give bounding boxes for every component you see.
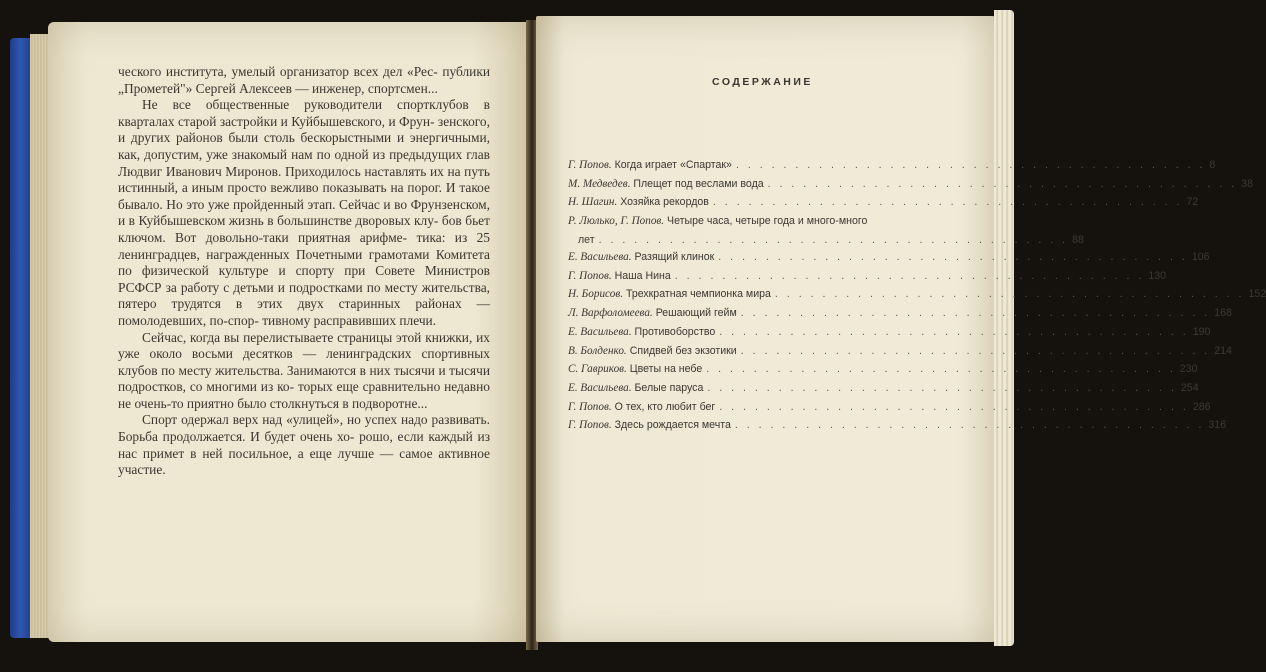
toc-page-number: 214	[1214, 344, 1232, 357]
toc-page-number: 106	[1191, 251, 1210, 264]
toc-title-continued: лет	[578, 233, 595, 246]
toc-entry	[568, 360, 1198, 379]
text-line: тивному расправивших плечи.	[262, 312, 437, 328]
toc-entry	[568, 285, 1266, 304]
toc-author: Е. Васильева.	[568, 381, 632, 394]
toc-entry	[568, 267, 1166, 286]
toc-title-text: Противоборство	[634, 325, 716, 338]
text-line: Не все общественные руководители спортклубов в	[142, 97, 490, 113]
toc-page-number: 168	[1214, 307, 1232, 320]
text-line: торых еще сравнительно недавно не очень-то приятно	[118, 379, 490, 411]
toc-author: Е. Васильева.	[568, 325, 632, 338]
toc-entry-text	[568, 156, 732, 175]
body-paragraph	[118, 330, 490, 413]
toc-entry-text	[568, 285, 771, 304]
toc-title-text: Спидвей без экзотики	[629, 344, 737, 357]
toc-entry	[568, 248, 1210, 267]
text-line: в них тысячи и тысячи подростков, со многими из ко-	[118, 362, 490, 395]
text-line: зенского, и других районов были столь бескорыстными	[118, 113, 490, 146]
toc-author: Р. Люлько, Г. Попов.	[568, 215, 665, 228]
toc-author: Г. Попов.	[568, 269, 612, 282]
toc-entry-text	[568, 416, 731, 435]
body-paragraph	[118, 412, 490, 478]
text-line: а еще лучше — самое активное участие.	[118, 445, 490, 478]
text-line: спортивных клубов по месту жительства. Занимаются	[118, 346, 490, 378]
toc-title-text: Плещет под веслами вода	[633, 177, 764, 190]
toc-author: Е. Васильева.	[568, 251, 632, 264]
text-line: Приходилось наставлять их на путь истинный, а иным	[118, 163, 491, 196]
text-line: Сейчас, когда вы перелистываете страницы этой	[142, 329, 422, 345]
text-line: просто вежливо показывать на порог. И такое бывало.	[118, 180, 490, 212]
text-line: и в Куйбышевском жизнь в большинстве дворовых клу-	[118, 213, 439, 229]
toc-title-text: Четыре часа, четыре года и много-много	[667, 215, 868, 228]
text-line: ческого института, умелый организатор всех дел «Рес-	[118, 64, 438, 79]
toc-title-text: Цветы на небе	[629, 363, 703, 376]
text-line: книжки, их уже около восьми десятков — ленинградских	[118, 329, 490, 362]
text-line: Спорт одержал верх над «улицей», но успех надо	[142, 412, 428, 428]
text-line: Но это уже пройденный этап. Сейчас и во Фрунзенском,	[166, 196, 490, 212]
toc-title-text: Трехкратная чемпионка мира	[625, 288, 771, 301]
toc-page-number: 190	[1192, 325, 1211, 338]
toc-leader-dots: . . . . . . . . . . . . . . . . . . . . . . . . . . . . . . . . . . . . . . . .	[674, 269, 1145, 282]
text-line: грамотами Комитета по физической культуре и спорту	[118, 246, 490, 279]
left-page-body-text	[118, 64, 490, 479]
toc-leader-dots: . . . . . . . . . . . . . . . . . . . . . . . . . . . . . . . . . . . . . . . .	[598, 233, 1069, 246]
toc-entry-text	[568, 379, 703, 398]
toc-entry	[568, 304, 1232, 323]
toc-entry-text	[568, 398, 715, 417]
toc-entry-text	[568, 323, 715, 342]
text-line: этих двух старинных районах — помолодевших, по-спор-	[118, 296, 490, 328]
body-paragraph	[118, 64, 490, 97]
toc-leader-dots: . . . . . . . . . . . . . . . . . . . . . . . . . . . . . . . . . . . . . . . .	[719, 400, 1189, 413]
toc-author: Г. Попов.	[568, 159, 612, 171]
toc-entry	[568, 156, 1216, 175]
text-line: и энергичными, как, допустим, уже знакомый нам по	[118, 130, 490, 162]
toc-author: Л. Варфоломеева.	[568, 307, 653, 320]
toc-title-text: Когда играет «Спартак»	[614, 159, 732, 171]
toc-author: М. Медведев.	[568, 177, 631, 190]
toc-leader-dots: . . . . . . . . . . . . . . . . . . . . . . . . . . . . . . . . . . . . . . . .	[767, 177, 1238, 190]
toc-title-text: Наша Нина	[614, 269, 671, 282]
toc-entry-text	[568, 193, 709, 212]
table-of-contents	[568, 156, 1266, 435]
toc-title-text: Разящий клинок	[634, 251, 715, 264]
toc-entry	[568, 323, 1211, 342]
toc-leader-dots: . . . . . . . . . . . . . . . . . . . . . . . . . . . . . . . . . . . . . . . .	[740, 344, 1211, 357]
toc-page-number: 254	[1180, 381, 1199, 394]
toc-author: С. Гавриков.	[568, 363, 627, 376]
toc-entry-text	[568, 248, 714, 267]
text-line: кварталах старой застройки и Куйбышевского, и Фрун-	[118, 113, 435, 129]
text-line: при Совете Министров РСФСР за работу с детьми и	[118, 263, 490, 295]
toc-leader-dots: . . . . . . . . . . . . . . . . . . . . . . . . . . . . . . . . . . . . . . . .	[740, 307, 1211, 320]
text-line: рошо, если каждый из нас примет в ней посильное,	[118, 429, 490, 461]
text-line: бов бьет ключом. Вот довольно-таки приятная арифме-	[118, 213, 490, 245]
toc-title-text: О тех, кто любит бег	[614, 400, 716, 413]
toc-entry	[568, 398, 1211, 417]
toc-page-number: 316	[1208, 419, 1227, 432]
toc-entry-text	[568, 304, 737, 323]
toc-leader-dots: . . . . . . . . . . . . . . . . . . . . . . . . . . . . . . . . . . . . . . . .	[707, 381, 1177, 394]
toc-page-number: 88	[1072, 233, 1084, 246]
toc-entry	[568, 175, 1253, 194]
toc-leader-dots: . . . . . . . . . . . . . . . . . . . . . . . . . . . . . . . . . . . . . . . .	[734, 419, 1205, 432]
text-line: спортсмен...	[367, 80, 438, 96]
text-line: тика: из 25 ленинградцев, награжденных Почетными	[118, 229, 490, 262]
toc-title-text: Белые паруса	[634, 381, 704, 394]
text-line: одной из предыдущих глав Людвиг Иванович Миронов.	[118, 146, 490, 179]
toc-page-number: 130	[1148, 269, 1166, 282]
toc-page-number: 38	[1241, 177, 1253, 190]
toc-page-number: 286	[1192, 400, 1211, 413]
toc-entry	[568, 342, 1232, 361]
toc-page-number: 72	[1186, 196, 1199, 209]
toc-leader-dots: . . . . . . . . . . . . . . . . . . . . . . . . . . . . . . . . . . . . . . . .	[719, 325, 1189, 338]
toc-author: Н. Шагин.	[568, 196, 618, 209]
text-line: развивать. Борьба продолжается. И будет очень хо-	[118, 412, 490, 445]
body-paragraph	[118, 97, 490, 329]
toc-author: Н. Борисов.	[568, 288, 623, 301]
text-line: публики „Прометей"» Сергей Алексеев — инженер,	[118, 64, 490, 96]
toc-entry	[568, 193, 1199, 212]
toc-author: Г. Попов.	[568, 419, 612, 432]
toc-title-text: Решающий гейм	[655, 307, 737, 320]
toc-entry-text	[568, 175, 764, 194]
toc-entry	[568, 379, 1199, 398]
toc-leader-dots: . . . . . . . . . . . . . . . . . . . . . . . . . . . . . . . . . . . . . . . .	[735, 159, 1206, 171]
toc-page-number: 230	[1179, 363, 1198, 376]
toc-title-text: Здесь рождается мечта	[614, 419, 731, 432]
toc-leader-dots: . . . . . . . . . . . . . . . . . . . . . . . . . . . . . . . . . . . . . . . .	[706, 363, 1176, 376]
toc-leader-dots: . . . . . . . . . . . . . . . . . . . . . . . . . . . . . . . . . . . . . . . .	[774, 288, 1245, 301]
toc-leader-dots: . . . . . . . . . . . . . . . . . . . . . . . . . . . . . . . . . . . . . . . .	[712, 196, 1183, 209]
toc-page-number: 8	[1209, 159, 1216, 171]
toc-title: СОДЕРЖАНИЕ	[712, 76, 813, 88]
toc-entry-text	[568, 360, 702, 379]
toc-entry	[568, 416, 1227, 435]
toc-entry-text	[568, 267, 671, 286]
toc-entry	[568, 212, 1084, 248]
toc-entry-text	[568, 342, 737, 361]
toc-author: В. Болденко.	[568, 344, 627, 357]
toc-title-text: Хозяйка рекордов	[620, 196, 709, 209]
toc-author: Г. Попов.	[568, 400, 612, 413]
text-line: подростками по месту жительства, пятеро трудятся в	[118, 279, 491, 312]
toc-page-number: 152	[1248, 288, 1266, 301]
text-line: было столкнуться в подворотне...	[237, 395, 428, 411]
toc-leader-dots: . . . . . . . . . . . . . . . . . . . . . . . . . . . . . . . . . . . . . . . .	[718, 251, 1188, 264]
